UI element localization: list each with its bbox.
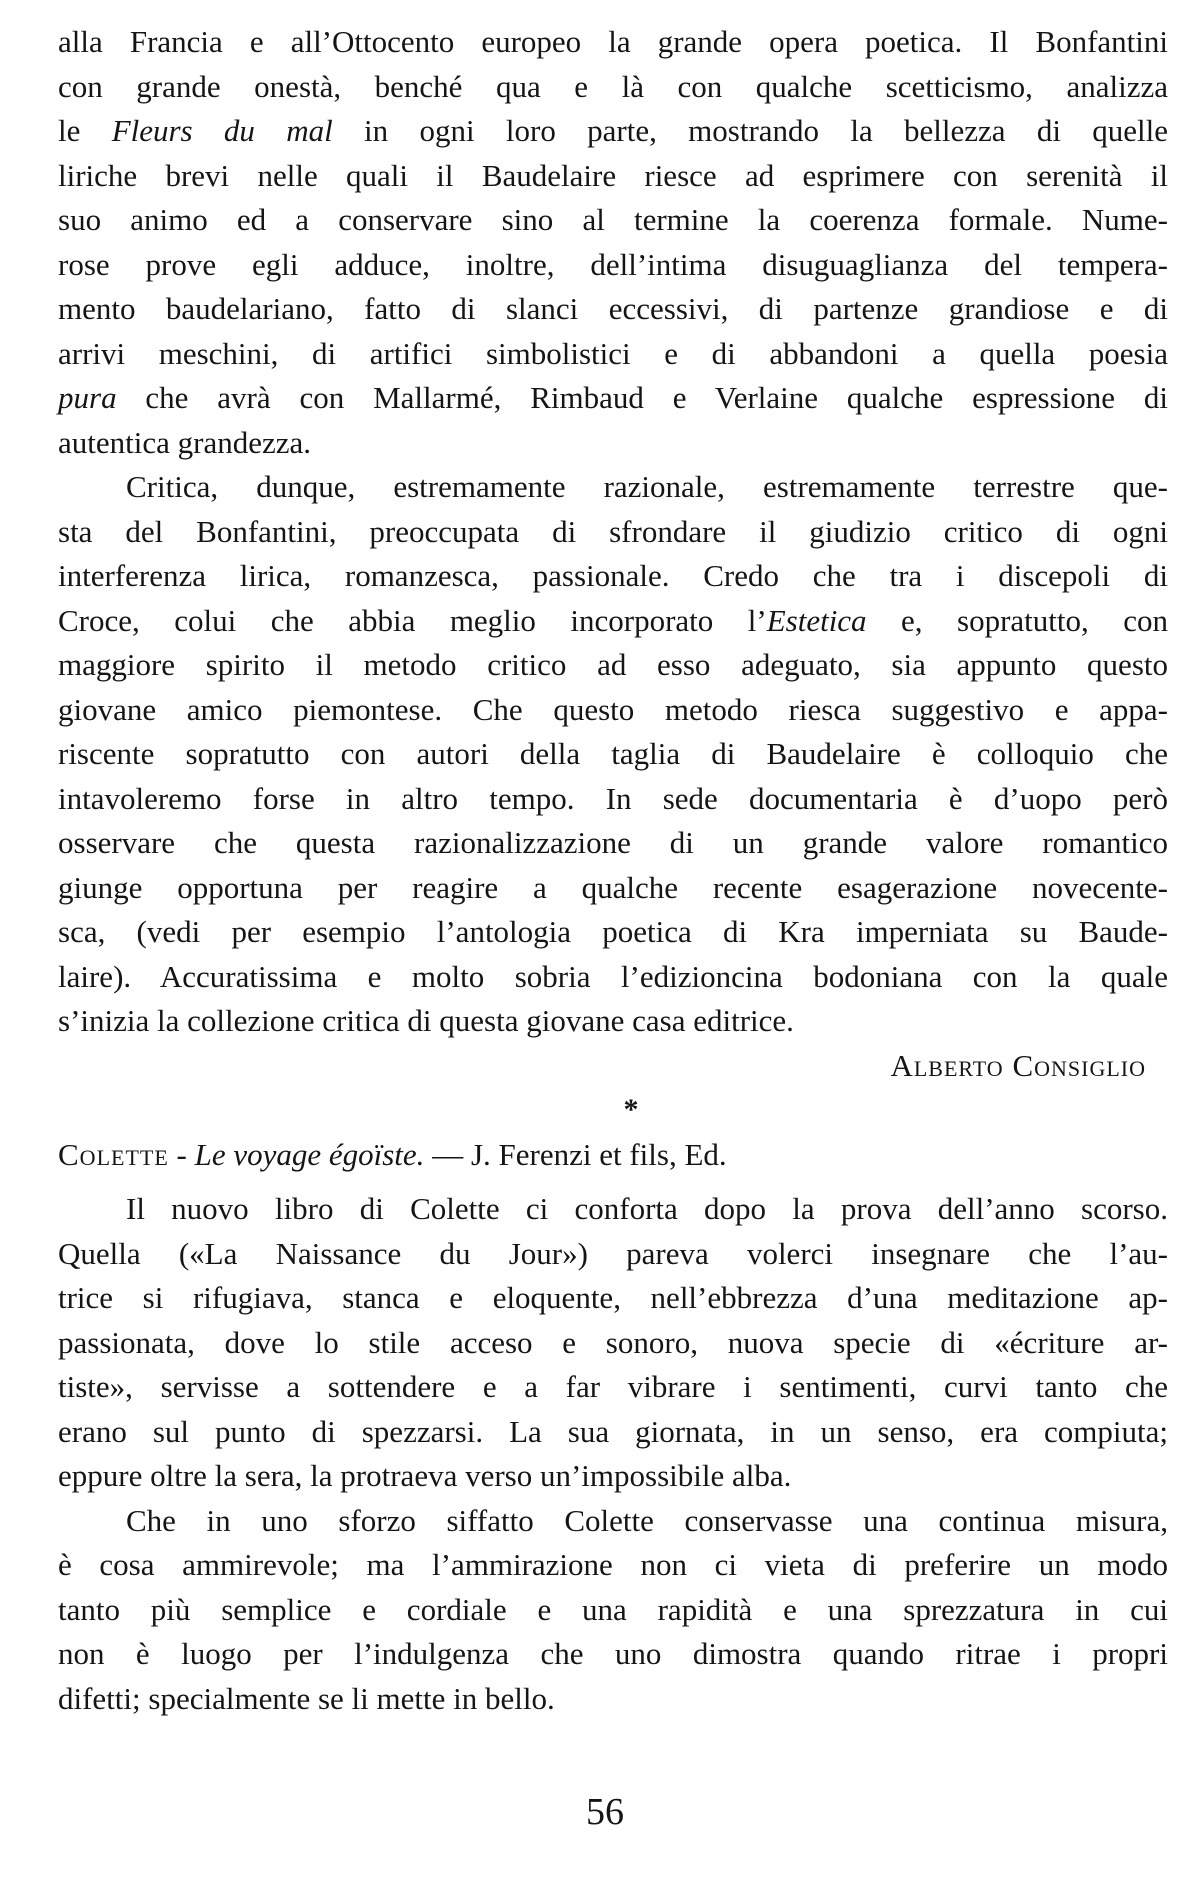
paragraph-3 <box>58 1187 1168 1499</box>
author-signature: Alberto Consiglio <box>890 1047 1146 1083</box>
text-line: autentica grandezza. <box>58 424 311 460</box>
text-line: intavoleremo forse in altro tempo. In sede documentaria è d’uopo però <box>58 780 1168 816</box>
text-line: tiste», servisse a sottendere e a far vibrare i sentimenti, curvi tanto che <box>58 1369 1168 1404</box>
text-line: tanto più semplice e cordiale e una rapidità e una sprezzatura in cui <box>58 1591 1168 1627</box>
text-line: sta del Bonfantini, preoccupata di sfrondare il giudizio critico di ogni <box>58 513 1168 549</box>
page-body <box>58 20 1168 1721</box>
text-line: sca, (vedi per esempio l’antologia poetica di Kra imperniata su Baude- <box>58 914 1168 949</box>
page-number: 56 <box>586 1791 624 1833</box>
text-line: Quella («La Naissance du Jour») pareva volerci insegnare che l’au- <box>58 1235 1168 1271</box>
text-line: alla Francia e all’Ottocento europeo la grande opera poetica. Il Bonfantini <box>58 24 1168 59</box>
italic-term: pura <box>58 380 117 415</box>
spacer <box>58 1177 1168 1187</box>
publisher: — J. Ferenzi et fils, Ed. <box>424 1136 727 1172</box>
heading-dash: - <box>168 1136 195 1172</box>
text-line: riscente sopratutto con autori della taglia di Baudelaire è colloquio che <box>58 736 1168 771</box>
text-line: Croce, colui che abbia meglio incorporato l’Estetica e, sopratutto, con <box>58 602 1168 638</box>
text-line: osservare che questa razionalizzazione di un grande valore romantico <box>58 825 1168 860</box>
paragraph-4 <box>58 1499 1168 1722</box>
text-line: eppure oltre la sera, la protraeva verso un’impossibile alba. <box>58 1458 792 1493</box>
text-line: difetti; specialmente se li mette in bello. <box>58 1680 555 1716</box>
text-line: mento baudelariano, fatto di slanci eccessivi, di partenze grandiose e di <box>58 291 1168 326</box>
text-line: arrivi meschini, di artifici simbolistici e di abbandoni a quella poesia <box>58 335 1168 371</box>
paragraph-1 <box>58 20 1168 465</box>
text-line: laire). Accuratissima e molto sobria l’edizioncina bodoniana con la quale <box>58 958 1168 994</box>
paragraph-2 <box>58 465 1168 1044</box>
italic-term: Estetica <box>766 602 867 638</box>
text-line: non è luogo per l’indulgenza che uno dimostra quando ritrae i propri <box>58 1636 1168 1671</box>
text-line: passionata, dove lo stile acceso e sonoro, nuova specie di «écriture ar- <box>58 1324 1168 1360</box>
text-line: con grande onestà, benché qua e là con qualche scetticismo, analizza <box>58 68 1168 104</box>
text-line: pura che avrà con Mallarmé, Rimbaud e Verlaine qualche espressione di <box>58 380 1168 415</box>
text-line: trice si rifugiava, stanca e eloquente, nell’ebbrezza d’una meditazione ap- <box>58 1280 1168 1315</box>
text-line: giunge opportuna per reagire a qualche recente esagerazione novecente- <box>58 869 1168 905</box>
book-title: Le voyage égoïste. <box>194 1136 425 1172</box>
text-line: Il nuovo libro di Colette ci conforta dopo la prova dell’anno scorso. <box>126 1191 1168 1226</box>
text-line: suo animo ed a conservare sino al termine la coerenza formale. Nume- <box>58 202 1168 237</box>
text-line: maggiore spirito il metodo critico ad esso adeguato, sia appunto questo <box>58 647 1168 682</box>
text-line: Che in uno sforzo siffatto Colette conservasse una continua misura, <box>126 1502 1168 1538</box>
text-line: interferenza lirica, romanzesca, passionale. Credo che tra i discepoli di <box>58 558 1168 593</box>
section-separator: * <box>623 1093 639 1126</box>
text-line: liriche brevi nelle quali il Baudelaire riesce ad esprimere con serenità il <box>58 157 1168 193</box>
text-line: s’inizia la collezione critica di questa giovane casa editrice. <box>58 1003 794 1038</box>
text-line: erano sul punto di spezzarsi. La sua giornata, in un senso, era compiuta; <box>58 1413 1168 1449</box>
text-line: giovane amico piemontese. Che questo metodo riesca suggestivo e appa- <box>58 691 1168 727</box>
review-heading <box>58 1133 1168 1178</box>
text-line: le Fleurs du mal in ogni loro parte, mostrando la bellezza di quelle <box>58 113 1169 148</box>
text-line: Critica, dunque, estremamente razionale, estremamente terrestre que- <box>126 469 1168 504</box>
review-author: Colette <box>58 1136 169 1172</box>
text-line: rose prove egli adduce, inoltre, dell’intima disuguaglianza del tempera- <box>58 246 1168 282</box>
italic-term: Fleurs du mal <box>111 113 333 148</box>
text-line: è cosa ammirevole; ma l’ammirazione non ci vieta di preferire un modo <box>58 1547 1168 1582</box>
